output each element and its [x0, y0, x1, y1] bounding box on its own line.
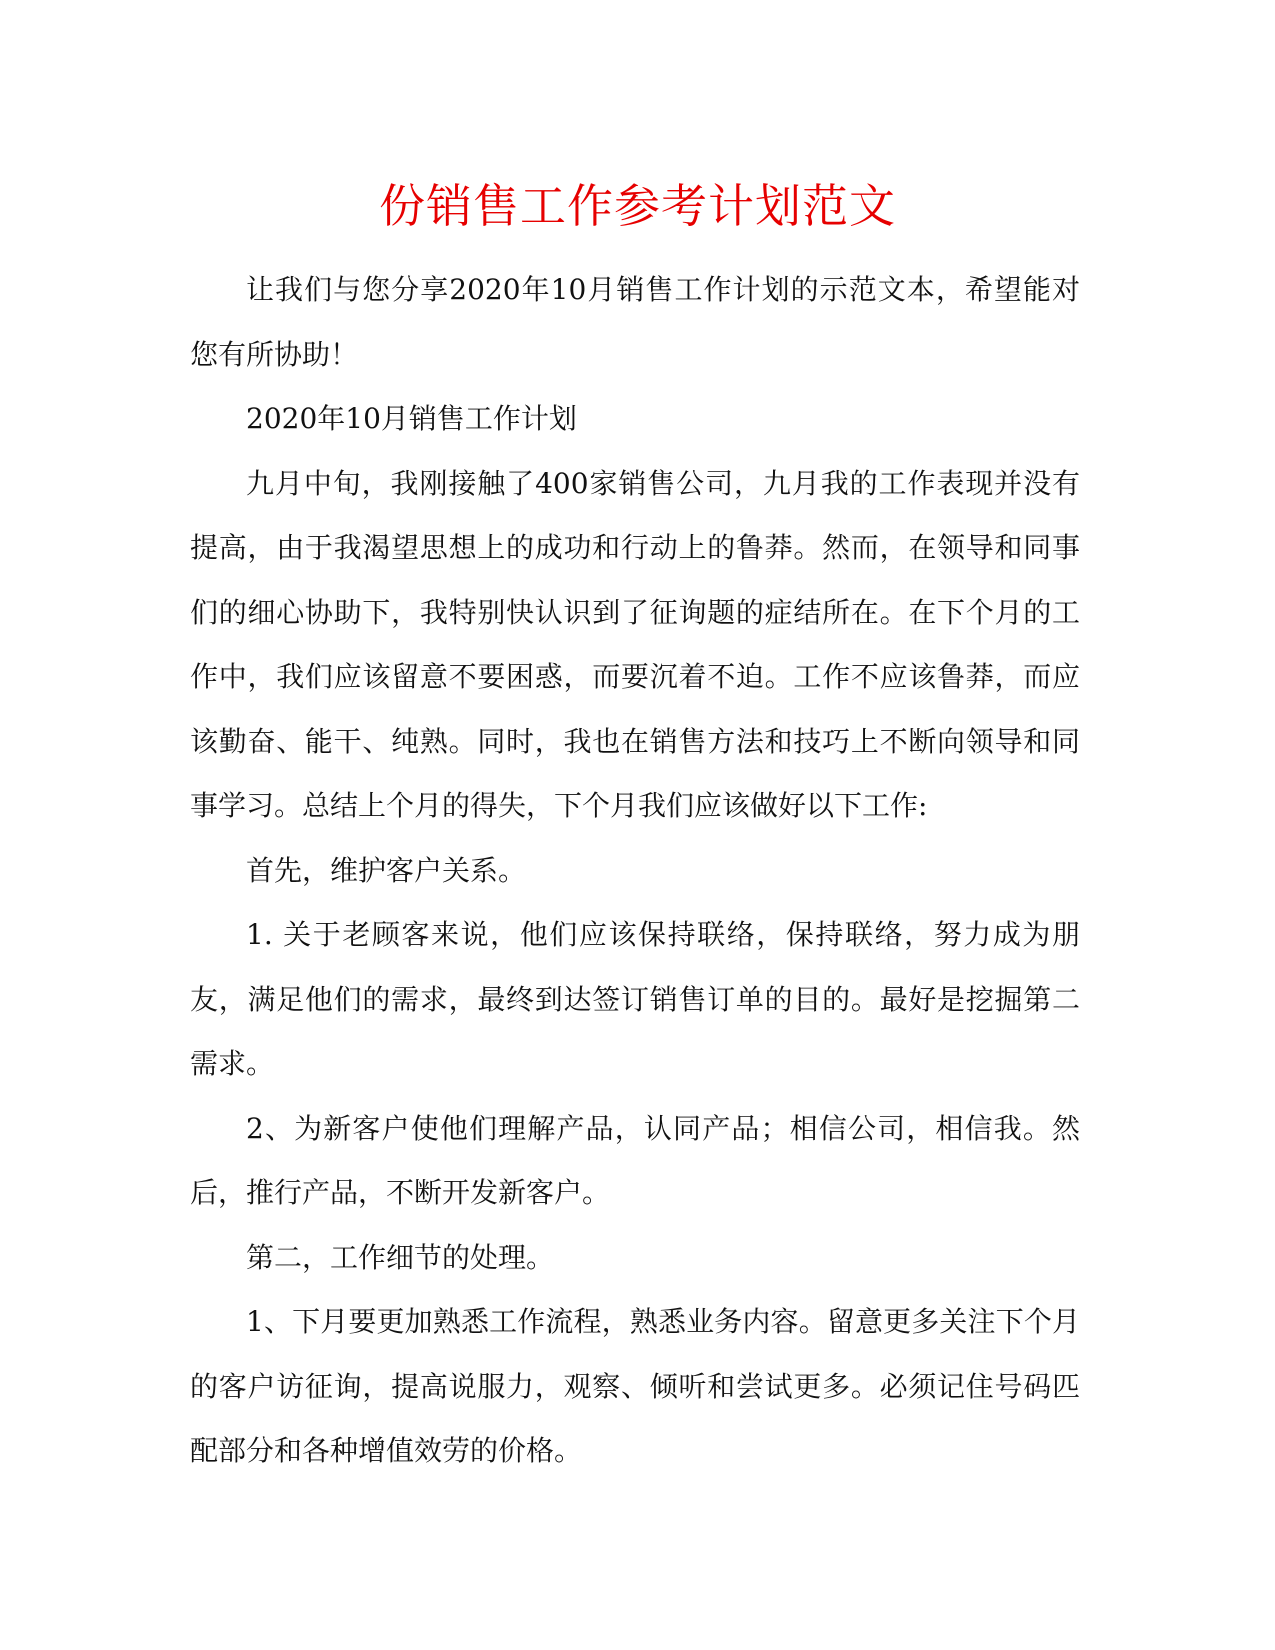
paragraph-section-two-heading: 第二，工作细节的处理。 — [246, 1240, 555, 1274]
document-body — [190, 258, 1080, 1484]
paragraph-section-one-heading: 首先，维护客户关系。 — [246, 853, 527, 887]
paragraph-new-customers: 2、为新客户使他们理解产品，认同产品；相信公司，相信我。然后，推行产品，不断开发新客户。 — [190, 1111, 1080, 1209]
document-title: 份销售工作参考计划范文 — [379, 179, 896, 233]
paragraph-work-process: 1、下月要更加熟悉工作流程，熟悉业务内容。留意更多关注下个月的客户访征询，提高说服力，观察、倾听和尝试更多。必须记住号码匹配部分和各种增值效劳的价格。 — [190, 1305, 1080, 1467]
paragraph-september-review: 九月中旬，我刚接触了400家销售公司，九月我的工作表现并没有提高，由于我渴望思想上的成功和行动上的鲁莽。然而，在领导和同事们的细心协助下，我特别快认识到了征询题的症结所在。在下个月的工作中，我们应该留意不要困惑，而要沉着不迫。工作不应该鲁莽，而应该勤奋、能干、纯熟。同时，我也在销售方法和技巧上不断向领导和同事学习。总结上个月的得失，下个月我们应该做好以下工作: — [190, 466, 1080, 822]
paragraph-intro: 让我们与您分享2020年10月销售工作计划的示范文本，希望能对您有所协助！ — [190, 273, 1080, 371]
paragraph-subheading: 2020年10月销售工作计划 — [246, 402, 577, 435]
paragraph-old-customers: 1. 关于老顾客来说，他们应该保持联络，保持联络，努力成为朋友，满足他们的需求，最终到达签订销售订单的目的。最好是挖掘第二需求。 — [190, 918, 1080, 1080]
